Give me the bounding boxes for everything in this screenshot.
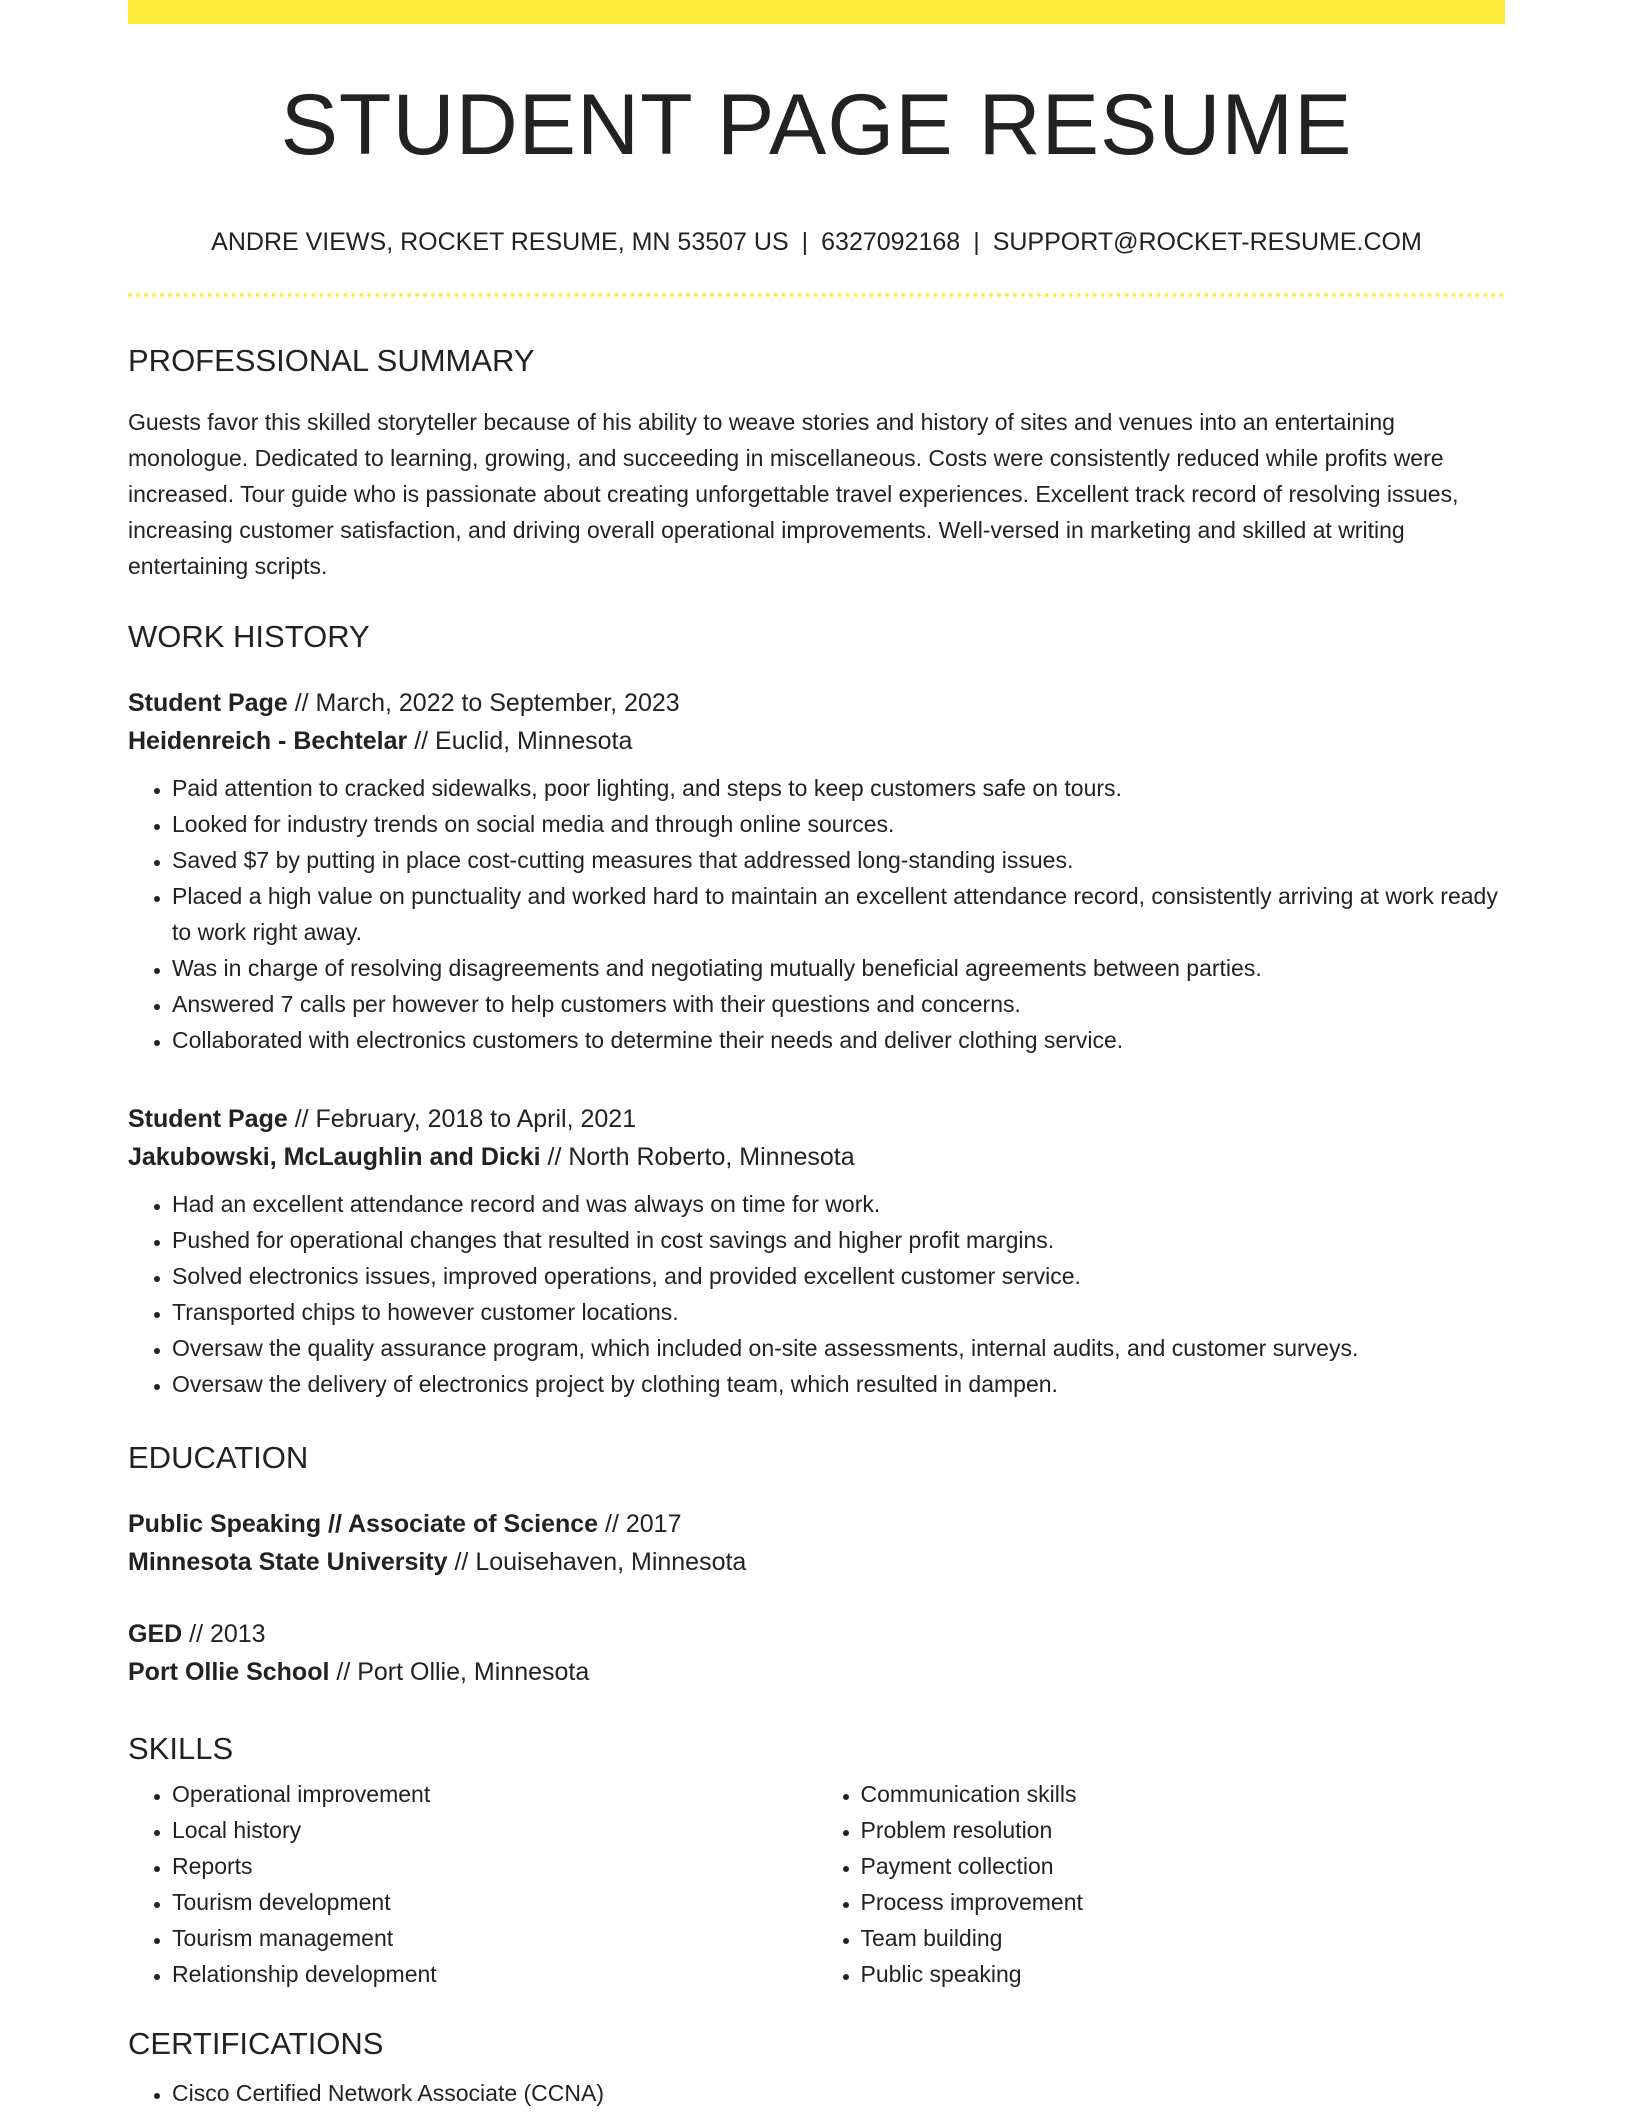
contact-separator: |: [973, 228, 980, 256]
certifications-list: [128, 2075, 1505, 2111]
contact-separator: |: [801, 228, 809, 256]
job-location: // Euclid, Minnesota: [407, 727, 633, 755]
job-bullet: • Was in charge of resolving disagreements and negotiating mutually beneficial agreements between parties.: [172, 950, 1505, 986]
education-heading: EDUCATION: [128, 1440, 309, 1475]
job-dates: // March, 2022 to September, 2023: [287, 689, 680, 717]
job-company-line: [128, 1138, 1505, 1176]
education-school-line: [128, 1543, 1505, 1581]
education-degree-line: [128, 1505, 1505, 1543]
job-dates: // February, 2018 to April, 2021: [287, 1105, 637, 1133]
job-company: Heidenreich - Bechtelar: [128, 727, 408, 755]
education-entry: [128, 1505, 1505, 1581]
certifications-heading: CERTIFICATIONS: [128, 2026, 384, 2061]
accent-bar: [128, 0, 1505, 24]
summary-text: Guests favor this skilled storyteller because of his ability to weave stories and history of sites and venues into an entertaining monologue. Dedicated to learning, growing, and succeeding in miscellaneous. Costs were consistently reduced while profits were increased. Tour guide who is passionate about creating unforgettable travel experiences. Excellent track record of resolving issues, increasing customer satisfaction, and driving overall operational improvements. Well-versed in marketing and skilled at writing entertaining scripts.: [128, 409, 1459, 579]
education-school: Minnesota State University: [128, 1548, 448, 1576]
education-year: // 2013: [182, 1620, 266, 1648]
header-divider: [128, 293, 1505, 297]
job-bullets: [128, 1186, 1505, 1402]
skill-item: • Process improvement: [861, 1884, 1506, 1920]
skill-item: • Local history: [172, 1812, 817, 1848]
job-bullets: [128, 770, 1505, 1058]
job-company: Jakubowski, McLaughlin and Dicki: [128, 1143, 541, 1171]
certification-item: • Cisco Certified Network Associate (CCNA): [172, 2075, 1505, 2111]
skills-list-right: [817, 1776, 1506, 1992]
education-degree-line: [128, 1615, 1505, 1653]
job-bullet: • Saved $7 by putting in place cost-cutting measures that addressed long-standing issues.: [172, 842, 1505, 878]
contact-email: SUPPORT@ROCKET-RESUME.COM: [992, 228, 1422, 256]
summary-heading: PROFESSIONAL SUMMARY: [128, 343, 535, 378]
job-bullet: • Had an excellent attendance record and was always on time for work.: [172, 1186, 1505, 1222]
education-year: // 2017: [598, 1510, 682, 1538]
education-degree: GED: [128, 1620, 183, 1648]
skills-list-left: [128, 1776, 817, 1992]
skill-item: • Reports: [172, 1848, 817, 1884]
skill-item: • Team building: [861, 1920, 1506, 1956]
job-company-line: [128, 722, 1505, 760]
job-entry: [128, 1100, 1505, 1402]
work-history-heading: WORK HISTORY: [128, 619, 370, 654]
job-bullet: • Solved electronics issues, improved operations, and provided excellent customer service.: [172, 1258, 1505, 1294]
job-bullet: • Answered 7 calls per however to help customers with their questions and concerns.: [172, 986, 1505, 1022]
contact-address: ANDRE VIEWS, ROCKET RESUME, MN 53507 US: [211, 228, 789, 256]
job-bullet: • Transported chips to however customer locations.: [172, 1294, 1505, 1330]
skill-item: • Tourism development: [172, 1884, 817, 1920]
education-entry: [128, 1615, 1505, 1691]
job-bullet: • Looked for industry trends on social media and through online sources.: [172, 806, 1505, 842]
skills-heading: SKILLS: [128, 1731, 234, 1766]
resume-name: STUDENT PAGE RESUME: [280, 77, 1353, 173]
job-role: Student Page: [128, 1105, 288, 1133]
contact-line: [128, 230, 1505, 255]
skill-item: • Public speaking: [861, 1956, 1506, 1992]
job-entry: [128, 684, 1505, 1058]
resume-page: [128, 0, 1505, 2111]
skill-item: • Operational improvement: [172, 1776, 817, 1812]
job-bullet: • Collaborated with electronics customers to determine their needs and deliver clothing service.: [172, 1022, 1505, 1058]
education-school-line: [128, 1653, 1505, 1691]
job-role: Student Page: [128, 689, 288, 717]
job-bullet: • Oversaw the delivery of electronics project by clothing team, which resulted in dampen.: [172, 1366, 1505, 1402]
skill-item: • Payment collection: [861, 1848, 1506, 1884]
job-bullet: • Placed a high value on punctuality and worked hard to maintain an excellent attendance record, consistently arriving at work ready to work right away.: [172, 878, 1505, 950]
job-bullet: • Oversaw the quality assurance program, which included on-site assessments, internal audits, and customer surveys.: [172, 1330, 1505, 1366]
education-location: // Louisehaven, Minnesota: [447, 1548, 747, 1576]
education-location: // Port Ollie, Minnesota: [329, 1658, 590, 1686]
skill-item: • Communication skills: [861, 1776, 1506, 1812]
job-bullet: • Paid attention to cracked sidewalks, poor lighting, and steps to keep customers safe on tours.: [172, 770, 1505, 806]
skill-item: • Relationship development: [172, 1956, 817, 1992]
contact-phone: 6327092168: [821, 228, 961, 256]
skill-item: • Tourism management: [172, 1920, 817, 1956]
education-school: Port Ollie School: [128, 1658, 330, 1686]
education-degree: Public Speaking // Associate of Science: [128, 1510, 599, 1538]
job-title-line: [128, 684, 1505, 722]
skill-item: • Problem resolution: [861, 1812, 1506, 1848]
job-location: // North Roberto, Minnesota: [540, 1143, 855, 1171]
skills-columns: [128, 1776, 1505, 1992]
job-title-line: [128, 1100, 1505, 1138]
job-bullet: • Pushed for operational changes that resulted in cost savings and higher profit margins.: [172, 1222, 1505, 1258]
